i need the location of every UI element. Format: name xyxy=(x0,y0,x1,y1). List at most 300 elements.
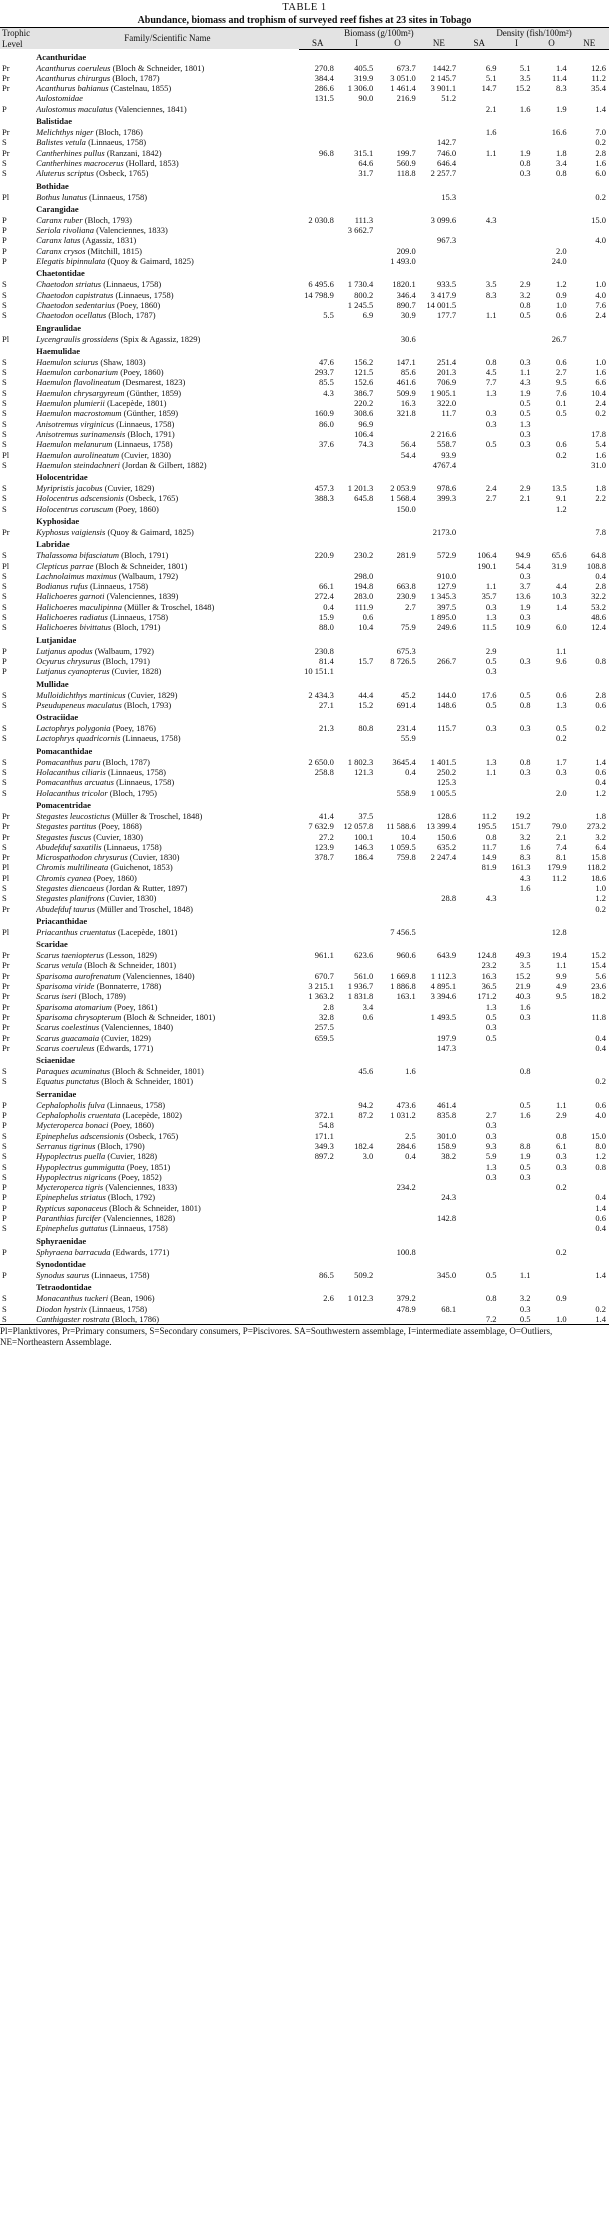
density-value: 0.8 xyxy=(595,655,606,666)
density-value: 171.2 xyxy=(477,991,497,1002)
biomass-value xyxy=(337,666,376,676)
density-value xyxy=(570,1002,609,1012)
density-value xyxy=(459,1066,499,1076)
density-value xyxy=(459,225,499,235)
density-value xyxy=(459,1100,499,1110)
density-value: 0.6 xyxy=(595,699,606,710)
biomass-value xyxy=(376,225,419,235)
density-value: 2.4 xyxy=(485,483,497,494)
biomass-value: 11.7 xyxy=(441,408,457,419)
density-value: 4.0 xyxy=(595,289,606,300)
species-authority: (Edwards, 1771) xyxy=(112,1246,170,1257)
density-value: 54.4 xyxy=(515,560,531,571)
trophic-level: S xyxy=(2,168,7,179)
biomass-value: 461.4 xyxy=(436,1099,457,1110)
biomass-value xyxy=(376,561,419,571)
density-value: 124.8 xyxy=(477,950,497,961)
species-authority: (Bloch, 1786) xyxy=(95,127,143,138)
biomass-value: 30.6 xyxy=(400,333,416,344)
density-value: 0.5 xyxy=(485,1032,497,1043)
density-value xyxy=(459,904,499,914)
trophic-level: S xyxy=(2,493,7,504)
biomass-value xyxy=(376,1022,419,1032)
species-name: Stegastes planifrons xyxy=(36,893,105,904)
biomass-value: 386.7 xyxy=(354,387,374,398)
trophic-level: P xyxy=(2,256,7,267)
density-value: 7.2 xyxy=(485,1313,497,1324)
density-value: 9.6 xyxy=(555,655,567,666)
species-cell xyxy=(36,690,299,700)
species-authority: (Poey, 1876) xyxy=(112,723,156,734)
species-name: Aulostomidae xyxy=(36,93,83,104)
biomass-value: 643.9 xyxy=(436,950,457,961)
density-value xyxy=(459,873,499,883)
family-row xyxy=(0,179,609,192)
density-value xyxy=(459,137,499,147)
biomass-value xyxy=(337,192,376,202)
density-value xyxy=(533,1043,569,1053)
species-name: Acanthurus chirurgus xyxy=(36,72,111,83)
biomass-value: 272.4 xyxy=(314,591,334,602)
biomass-value: 2.7 xyxy=(405,601,416,612)
species-authority: (Bloch, 1791) xyxy=(113,622,161,633)
density-value: 65.6 xyxy=(551,550,567,561)
biomass-value: 15.3 xyxy=(441,191,457,202)
density-value: 3.7 xyxy=(519,581,531,592)
biomass-value: 1 905.1 xyxy=(430,387,457,398)
species-authority: (Lacepède, 1802) xyxy=(122,1110,183,1121)
biomass-value: 146.3 xyxy=(354,841,374,852)
biomass-value: 6 495.6 xyxy=(308,279,334,290)
density-value xyxy=(499,1131,533,1141)
biomass-value: 16.3 xyxy=(400,398,416,409)
biomass-value: 2 216.6 xyxy=(430,428,457,439)
density-value: 1.4 xyxy=(595,1269,606,1280)
trophic-level: P xyxy=(2,1182,7,1193)
density-value xyxy=(499,1033,533,1043)
biomass-value: 319.9 xyxy=(354,72,374,83)
biomass-value: 55.9 xyxy=(400,733,416,744)
biomass-value xyxy=(419,904,459,914)
species-name: Haemulon aurolineatum xyxy=(36,449,120,460)
species-name: Chromis multilineata xyxy=(36,862,109,873)
biomass-value: 910.0 xyxy=(436,570,457,581)
density-value: 6.1 xyxy=(555,1140,567,1151)
biomass-value: 1 245.5 xyxy=(347,299,374,310)
family-row xyxy=(0,321,609,334)
biomass-value: 478.9 xyxy=(396,1303,416,1314)
biomass-value: 15.9 xyxy=(319,612,334,623)
species-authority: (Linnaeus, 1758) xyxy=(106,1099,166,1110)
density-value xyxy=(499,1120,533,1130)
biomass-value xyxy=(337,235,376,245)
trophic-level: P xyxy=(2,1213,7,1224)
family-level-cell xyxy=(0,677,36,690)
density-value: 2.7 xyxy=(555,367,567,378)
biomass-value xyxy=(376,1162,419,1172)
density-value xyxy=(499,235,533,245)
species-cell xyxy=(36,723,299,733)
density-value xyxy=(499,1203,533,1213)
family-name: Pomacanthidae xyxy=(36,745,93,756)
species-cell xyxy=(36,83,299,93)
biomass-value xyxy=(376,1012,419,1022)
species-authority: (Desmarest, 1823) xyxy=(122,377,186,388)
biomass-value: 1 031.2 xyxy=(390,1110,416,1121)
family-name: Engraulidae xyxy=(36,322,81,333)
biomass-value xyxy=(376,1002,419,1012)
species-cell xyxy=(36,1172,299,1182)
density-value xyxy=(570,225,609,235)
biomass-value: 41.4 xyxy=(319,810,334,821)
trophic-level: S xyxy=(2,591,7,602)
biomass-value: 118.8 xyxy=(396,168,416,179)
biomass-value: 1 802.3 xyxy=(347,756,374,767)
family-level-cell xyxy=(0,1234,36,1247)
biomass-value xyxy=(376,215,419,225)
biomass-value: 128.6 xyxy=(436,810,457,821)
table-row xyxy=(0,1002,609,1012)
density-value: 108.8 xyxy=(586,560,606,571)
biomass-value: 1 568.4 xyxy=(390,493,416,504)
species-authority: (Valenciennes, 1840) xyxy=(101,1022,174,1033)
biomass-value: 345.0 xyxy=(436,1269,457,1280)
header-col: I xyxy=(337,38,376,49)
species-name: Cantherhines macrocerus xyxy=(36,157,124,168)
density-value: 0.3 xyxy=(519,767,531,778)
density-value: 1.4 xyxy=(595,1202,606,1213)
species-authority: (Lacepède, 1801) xyxy=(106,398,167,409)
density-value: 5.1 xyxy=(519,62,531,73)
density-value xyxy=(570,1120,609,1130)
density-value: 11.7 xyxy=(481,841,497,852)
density-value: 0.5 xyxy=(485,1011,497,1022)
biomass-value xyxy=(337,1203,376,1213)
header-biomass: Biomass (g/100m²) xyxy=(299,28,459,39)
trophic-level: S xyxy=(2,459,7,470)
density-value xyxy=(533,215,569,225)
biomass-value xyxy=(299,862,337,872)
density-value: 6.4 xyxy=(595,841,606,852)
density-value: 1.9 xyxy=(555,103,567,114)
biomass-value: 6.9 xyxy=(362,310,374,321)
density-value: 2.2 xyxy=(595,493,606,504)
biomass-value: 706.9 xyxy=(436,377,457,388)
biomass-value xyxy=(299,883,337,893)
biomass-value xyxy=(419,1182,459,1192)
density-value xyxy=(459,429,499,439)
biomass-value: 2 247.4 xyxy=(430,852,457,863)
biomass-value xyxy=(419,1314,459,1325)
biomass-value xyxy=(337,1192,376,1202)
density-value xyxy=(499,1223,533,1233)
density-value xyxy=(499,777,533,787)
biomass-value xyxy=(299,225,337,235)
biomass-value: 933.5 xyxy=(436,279,457,290)
biomass-value: 66.1 xyxy=(319,581,334,592)
density-value xyxy=(459,1304,499,1314)
biomass-value: 315.1 xyxy=(354,147,374,158)
trophic-level: Pr xyxy=(2,821,10,832)
family-level-cell xyxy=(0,202,36,215)
species-cell xyxy=(36,460,299,470)
density-value: 6.0 xyxy=(595,168,606,179)
species-authority: (Linnaeus, 1758) xyxy=(116,777,175,788)
table-row xyxy=(0,690,609,700)
family-name: Priacanthidae xyxy=(36,915,88,926)
density-value: 32.2 xyxy=(591,591,606,602)
density-value xyxy=(533,904,569,914)
species-authority: (Walbaum, 1792) xyxy=(94,645,154,656)
density-value: 15.2 xyxy=(515,970,531,981)
biomass-value: 156.2 xyxy=(354,356,374,367)
density-value xyxy=(459,398,499,408)
density-value: 6.9 xyxy=(485,62,497,73)
species-cell xyxy=(36,971,299,981)
table-row xyxy=(0,950,609,960)
biomass-value: 90.0 xyxy=(358,93,374,104)
biomass-value xyxy=(376,904,419,914)
density-value: 0.2 xyxy=(595,1303,606,1314)
trophic-level: S xyxy=(2,581,7,592)
species-name: Acanthurus bahianus xyxy=(36,83,109,94)
density-value xyxy=(533,1120,569,1130)
trophic-level: Pr xyxy=(2,810,10,821)
biomass-value: 111.9 xyxy=(354,601,374,612)
species-name: Haemulon plumierii xyxy=(36,398,105,409)
biomass-value xyxy=(419,1162,459,1172)
density-value: 179.9 xyxy=(547,862,567,873)
species-cell xyxy=(36,1131,299,1141)
species-name: Haemulon flavolineatum xyxy=(36,377,121,388)
biomass-value xyxy=(337,1043,376,1053)
table-title: Abundance, biomass and trophism of surveyed reef fishes at 23 sites in Tobago xyxy=(137,15,472,26)
biomass-value: 322.0 xyxy=(436,398,457,409)
trophic-level: S xyxy=(2,503,7,514)
biomass-value xyxy=(376,104,419,114)
species-authority: (Poey, 1860) xyxy=(115,503,159,514)
density-value xyxy=(459,158,499,168)
biomass-value: 199.7 xyxy=(396,147,416,158)
species-name: Cantherhines pullus xyxy=(36,147,105,158)
biomass-value xyxy=(376,811,419,821)
density-value: 1.6 xyxy=(595,367,606,378)
species-name: Kyphosus vaigiensis xyxy=(36,526,106,537)
density-value: 0.2 xyxy=(595,408,606,419)
species-name: Rypticus saponaceus xyxy=(36,1202,108,1213)
density-value: 0.3 xyxy=(519,612,531,623)
density-value: 0.3 xyxy=(519,168,531,179)
trophic-level: Pl xyxy=(2,872,10,883)
biomass-value: 64.6 xyxy=(358,157,374,168)
density-value: 1.9 xyxy=(519,147,531,158)
density-value: 15.2 xyxy=(591,950,606,961)
family-level-cell xyxy=(0,914,36,927)
species-name: Lachnolaimus maximus xyxy=(36,570,117,581)
biomass-value: 1442.7 xyxy=(432,62,457,73)
species-name: Hypoplectrus puella xyxy=(36,1151,106,1162)
species-cell xyxy=(36,504,299,514)
biomass-value xyxy=(299,246,337,256)
density-value: 9.5 xyxy=(555,991,567,1002)
species-cell xyxy=(36,1304,299,1314)
biomass-value: 197.9 xyxy=(436,1032,457,1043)
density-value: 0.5 xyxy=(519,408,531,419)
family-level-cell xyxy=(0,1257,36,1270)
species-name: Haemulon carbonarium xyxy=(36,367,119,378)
species-authority: (Linnaeus, 1758) xyxy=(103,279,162,290)
biomass-value: 230.2 xyxy=(354,550,374,561)
table-row xyxy=(0,550,609,560)
trophic-level: S xyxy=(2,377,7,388)
family-name: Sciaenidae xyxy=(36,1055,75,1066)
biomass-value xyxy=(376,1223,419,1233)
density-value: 1.8 xyxy=(555,147,567,158)
table-row xyxy=(0,862,609,872)
density-value: 0.2 xyxy=(595,1076,606,1087)
biomass-value: 1 936.7 xyxy=(347,981,374,992)
species-authority: (Cuvier, 1828) xyxy=(107,1151,158,1162)
trophic-level: S xyxy=(2,570,7,581)
biomass-value: 152.6 xyxy=(354,377,374,388)
family-level-cell xyxy=(0,744,36,757)
biomass-value: 978.6 xyxy=(436,483,457,494)
density-value: 0.2 xyxy=(595,191,606,202)
trophic-level: Pr xyxy=(2,903,10,914)
species-name: Seriola rivoliana xyxy=(36,225,94,236)
biomass-value: 372.1 xyxy=(314,1110,334,1121)
density-value: 1.1 xyxy=(485,310,497,321)
species-name: Stegastes partitus xyxy=(36,821,97,832)
density-value: 11.8 xyxy=(591,1011,606,1022)
species-authority: (Valenciennes, 1839) xyxy=(106,591,179,602)
biomass-value: 147.3 xyxy=(436,1042,457,1053)
species-name: Epinephelus striatus xyxy=(36,1192,106,1203)
species-authority: (Cuvier, 1829) xyxy=(101,1032,152,1043)
species-cell xyxy=(36,450,299,460)
species-name: Chromis cyanea xyxy=(36,872,92,883)
trophic-level: Pl xyxy=(2,862,10,873)
family-row xyxy=(0,1234,609,1247)
density-value: 35.7 xyxy=(481,591,497,602)
biomass-value: 388.3 xyxy=(314,493,334,504)
trophic-level: S xyxy=(2,1293,7,1304)
species-authority: (Cuvier, 1830) xyxy=(93,831,143,842)
biomass-value xyxy=(419,927,459,937)
species-name: Haemulon macrostomum xyxy=(36,408,122,419)
family-level-cell xyxy=(0,798,36,811)
density-value: 0.4 xyxy=(595,1032,606,1043)
density-value: 7.7 xyxy=(485,377,497,388)
species-authority: (Osbeck, 1765) xyxy=(125,1130,179,1141)
density-value: 1.7 xyxy=(555,756,567,767)
biomass-value: 266.7 xyxy=(436,655,457,666)
density-value xyxy=(459,788,499,798)
family-name: Acanthuridae xyxy=(36,51,87,62)
header-col: NE xyxy=(570,38,609,49)
species-cell xyxy=(36,927,299,937)
biomass-value: 115.7 xyxy=(437,723,457,734)
trophic-level: P xyxy=(2,103,7,114)
biomass-value xyxy=(337,334,376,344)
species-name: Caranx latus xyxy=(36,235,81,246)
biomass-value: 2 145.7 xyxy=(430,72,457,83)
family-row xyxy=(0,744,609,757)
biomass-value: 144.0 xyxy=(436,689,457,700)
biomass-value: 14 001.5 xyxy=(426,299,457,310)
species-cell xyxy=(36,104,299,114)
biomass-value: 3.4 xyxy=(362,1001,374,1012)
density-value: 0.5 xyxy=(555,408,567,419)
species-cell xyxy=(36,1293,299,1303)
density-value xyxy=(459,300,499,310)
biomass-value xyxy=(299,788,337,798)
biomass-value xyxy=(376,137,419,147)
family-row xyxy=(0,1257,609,1270)
table-row xyxy=(0,581,609,591)
species-authority: (Poey, 1852) xyxy=(118,1171,162,1182)
trophic-level: Pr xyxy=(2,1001,10,1012)
density-value: 17.6 xyxy=(481,689,497,700)
density-value: 0.2 xyxy=(555,1182,567,1193)
species-authority: (Poey, 1860) xyxy=(120,367,164,378)
density-value xyxy=(459,733,499,743)
density-value xyxy=(570,419,609,429)
header-col: SA xyxy=(459,38,499,49)
species-cell xyxy=(36,591,299,601)
density-value: 5.1 xyxy=(485,72,497,83)
density-value: 18.2 xyxy=(591,991,606,1002)
table-row xyxy=(0,225,609,235)
table-row xyxy=(0,158,609,168)
table-row xyxy=(0,367,609,377)
biomass-value xyxy=(299,1223,337,1233)
species-authority: (Valenciennes, 1833) xyxy=(96,225,168,236)
species-name: Pomacanthus paru xyxy=(36,756,101,767)
family-name: Carangidae xyxy=(36,203,79,214)
density-value: 4.0 xyxy=(595,1110,606,1121)
table-row xyxy=(0,334,609,344)
species-authority: (Bloch & Schneider, 1801) xyxy=(109,1202,201,1213)
density-value: 0.6 xyxy=(595,1099,606,1110)
density-value: 1.2 xyxy=(595,893,606,904)
biomass-value xyxy=(337,1304,376,1314)
biomass-value xyxy=(419,256,459,266)
species-cell xyxy=(36,873,299,883)
density-value: 1.4 xyxy=(595,756,606,767)
density-value: 0.3 xyxy=(519,1303,531,1314)
density-value xyxy=(459,777,499,787)
biomass-value xyxy=(337,883,376,893)
biomass-value: 121.3 xyxy=(354,767,374,778)
biomass-value xyxy=(337,862,376,872)
density-value: 11.2 xyxy=(481,810,497,821)
biomass-value xyxy=(376,429,419,439)
biomass-value xyxy=(419,1066,459,1076)
biomass-value: 378.7 xyxy=(314,852,334,863)
species-authority: (Bloch, 1789) xyxy=(78,991,126,1002)
biomass-value: 384.4 xyxy=(314,72,334,83)
biomass-value xyxy=(419,873,459,883)
density-value xyxy=(459,504,499,514)
species-authority: (Bloch, 1787) xyxy=(112,72,160,83)
biomass-value: 182.4 xyxy=(354,1140,374,1151)
biomass-value: 96.9 xyxy=(358,418,374,429)
species-name: Scarus coeruleus xyxy=(36,1042,95,1053)
biomass-value xyxy=(299,527,337,537)
density-value: 1.4 xyxy=(595,1313,606,1324)
density-value: 15.0 xyxy=(591,1130,606,1141)
